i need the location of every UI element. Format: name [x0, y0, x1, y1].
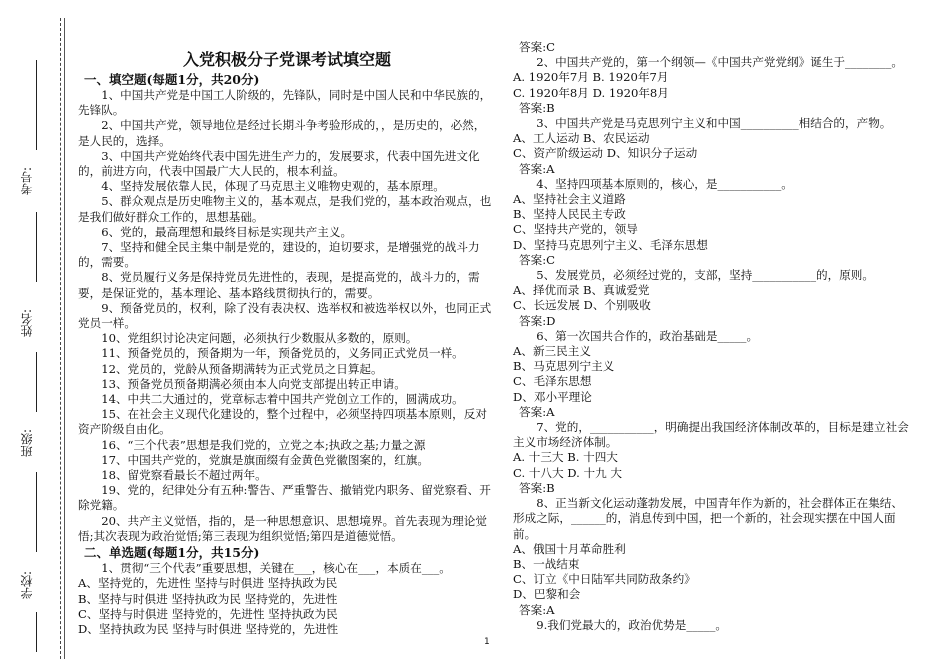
question-option: C. 1920年8月 D. 1920年8月 [513, 85, 669, 100]
page-title: 入党积极分子党课考试填空题 [182, 50, 391, 69]
question-option: A、新三民主义 [513, 344, 591, 359]
question-stem: 4、坚持四项基本原则的，核心，是___________。 [536, 176, 793, 191]
answer-text: 答案:C [519, 252, 555, 267]
question-stem: 3、中国共产党是马克思列宁主义和中国__________相结合的，产物。 [536, 116, 892, 131]
question-option: C、资产阶级运动 D、知识分子运动 [513, 146, 698, 161]
question-option: D、邓小平理论 [513, 389, 592, 404]
question-stem: 6、第一次国共合作的，政治基础是_____。 [536, 328, 759, 343]
fill-item: 5、群众观点是历史唯物主义的，基本观点，是我们党的，基本政治观点，也是我们做好群众工作的，思想基础。 [78, 194, 492, 224]
exam-number-blank [36, 212, 37, 282]
fill-item: 3、中国共产党始终代表中国先进生产力的，发展要求，代表中国先进文化的，前进方向，代表中国最广大人民的，根本利益。 [78, 148, 480, 179]
fill-item: 19、党的，纪律处分有五种:警告、严重警告、撤销党内职务、留党察看、开除党籍。 [78, 483, 491, 513]
question-stem: 7、党的，___________，明确提出我国经济体制改革的，目标是建立社会主义市场经济体制。 [513, 420, 909, 450]
question-stem: 2、中国共产党的，第一个纲领—《中国共产党党纲》诞生于________。 [536, 55, 903, 70]
question-option: D、坚持执政为民 坚持与时俱进 坚持党的，先进性 [78, 621, 339, 636]
fill-item: 15、在社会主义现代化建设的，整个过程中，必须坚持四项基本原则，反对资产阶级自由化。 [78, 407, 487, 437]
fill-item: 2、中国共产党，领导地位是经过长期斗争考验形成的，，是历史的，必然，是人民的，选择。 [78, 118, 486, 148]
fill-item: 13、预备党员预备期满必须由本人向党支部提出转正申请。 [101, 376, 406, 391]
page-number: 1 [484, 637, 490, 647]
answer-text: 答案:B [519, 480, 555, 495]
school-blank [36, 612, 37, 652]
question-option: C、坚持共产党的，领导 [513, 222, 638, 237]
fill-item: 20、共产主义觉悟，指的，是一种思想意识、思想境界。首先表现为理论觉悟;其次表现为政治觉悟;第三表现为组织觉悟;第四是道德觉悟。 [78, 513, 487, 543]
answer-text: 答案:A [519, 602, 555, 617]
question-stem: 8、正当新文化运动蓬勃发展，中国青年作为新的，社会群体正在集结、形成之际，______的，消息传到中国，把一个新的，社会现实摆在中国人面前。 [513, 496, 903, 541]
fill-item: 11、预备党员的，预备期为一年，预备党员的，义务同正式党员一样。 [101, 346, 464, 361]
question-option: C、坚持与时俱进 坚持党的，先进性 坚持执政为民 [78, 606, 338, 621]
fill-item: 7、坚持和健全民主集中制是党的，建设的，迫切要求，是增强党的战斗力的，需要。 [78, 240, 480, 270]
binding-dashed-line [60, 18, 61, 659]
answer-text: 答案:A [519, 404, 555, 419]
question-option: A. 1920年7月 B. 1920年7月 [513, 70, 669, 85]
question-option: D、坚持马克思列宁主义、毛泽东思想 [513, 237, 708, 252]
question-option: A、俄国十月革命胜利 [513, 541, 626, 556]
class-label: 班级: [20, 428, 34, 458]
question-option: A、择优而录 B、真诚爱党 [513, 283, 650, 298]
section-single-choice-heading: 二、单选题(每题1分，共15分) [84, 545, 260, 561]
binding-solid-line [64, 18, 65, 659]
question-stem: 1、贯彻“三个代表”重要思想，关键在___，核心在___，本质在___。 [101, 561, 451, 576]
name-blank [36, 352, 37, 412]
question-option: A、坚持社会主义道路 [513, 192, 626, 207]
fill-item: 6、党的，最高理想和最终目标是实现共产主义。 [101, 224, 353, 239]
exam-number-label: 考号: [20, 166, 34, 196]
section-fill-blank-heading: 一、填空题(每题1分，共20分) [84, 72, 260, 87]
question-option: C、毛泽东思想 [513, 374, 592, 389]
class-blank [36, 472, 37, 552]
fill-item: 1、中国共产党是中国工人阶级的，先锋队，同时是中国人民和中华民族的，先锋队。 [78, 88, 492, 118]
left-column [78, 14, 496, 637]
question-option: C、订立《中日陆军共同防敌条约》 [513, 572, 696, 587]
school-label: 学校: [20, 570, 34, 600]
fill-item: 17、中国共产党的，党旗是旗面缀有金黄色党徽图案的，红旗。 [101, 452, 429, 467]
answer-text: 答案:D [519, 313, 556, 328]
question-option: B、坚持人民民主专政 [513, 207, 626, 222]
fill-item: 12、党员的，党龄从预备期满转为正式党员之日算起。 [101, 361, 383, 376]
question-option: D、巴黎和会 [513, 587, 581, 602]
question-option: A、坚持党的，先进性 坚持与时俱进 坚持执政为民 [78, 576, 338, 591]
fill-item: 4、坚持发展依靠人民，体现了马克思主义唯物史观的，基本原理。 [101, 179, 445, 194]
fill-item: 9、预备党员的，权利，除了没有表决权、选举权和被选举权以外，也同正式党员一样。 [78, 300, 492, 331]
question-stem: 9.我们党最大的，政治优势是_____。 [536, 617, 727, 632]
question-option: C、长远发展 D、个别吸收 [513, 298, 651, 313]
question-option: A、工人运动 B、农民运动 [513, 131, 650, 146]
fill-item: 14、中共二大通过的，党章标志着中国共产党创立工作的，圆满成功。 [101, 392, 464, 407]
answer-text: 答案:C [519, 40, 555, 54]
question-option: B、马克思列宁主义 [513, 359, 615, 374]
exam-number-blank-top [36, 60, 37, 150]
question-option: B、坚持与时俱进 坚持执政为民 坚持党的，先进性 [78, 591, 338, 606]
question-option: C. 十八大 D. 十九 大 [513, 465, 623, 480]
fill-item: 18、留党察看最长不超过两年。 [101, 468, 267, 483]
fill-item: 16、“三个代表”思想是我们党的，立党之本;执政之基;力量之源 [101, 437, 426, 452]
fill-item: 8、党员履行义务是保持党员先进性的，表现，是提高党的，战斗力的，需要，是保证党的，基本理论、基本路线贯彻执行的，需要。 [78, 270, 480, 300]
question-stem: 5、发展党员，必须经过党的，支部，坚持___________的，原则。 [536, 268, 874, 283]
fill-item: 10、党组织讨论决定问题，必须执行少数服从多数的，原则。 [101, 331, 418, 346]
question-option: A. 十三大 B. 十四大 [513, 450, 618, 465]
question-option: B、一战结束 [513, 556, 580, 571]
name-label: 姓名: [20, 308, 34, 338]
right-column [513, 40, 913, 633]
answer-text: 答案:A [519, 161, 555, 176]
answer-text: 答案:B [519, 100, 555, 115]
